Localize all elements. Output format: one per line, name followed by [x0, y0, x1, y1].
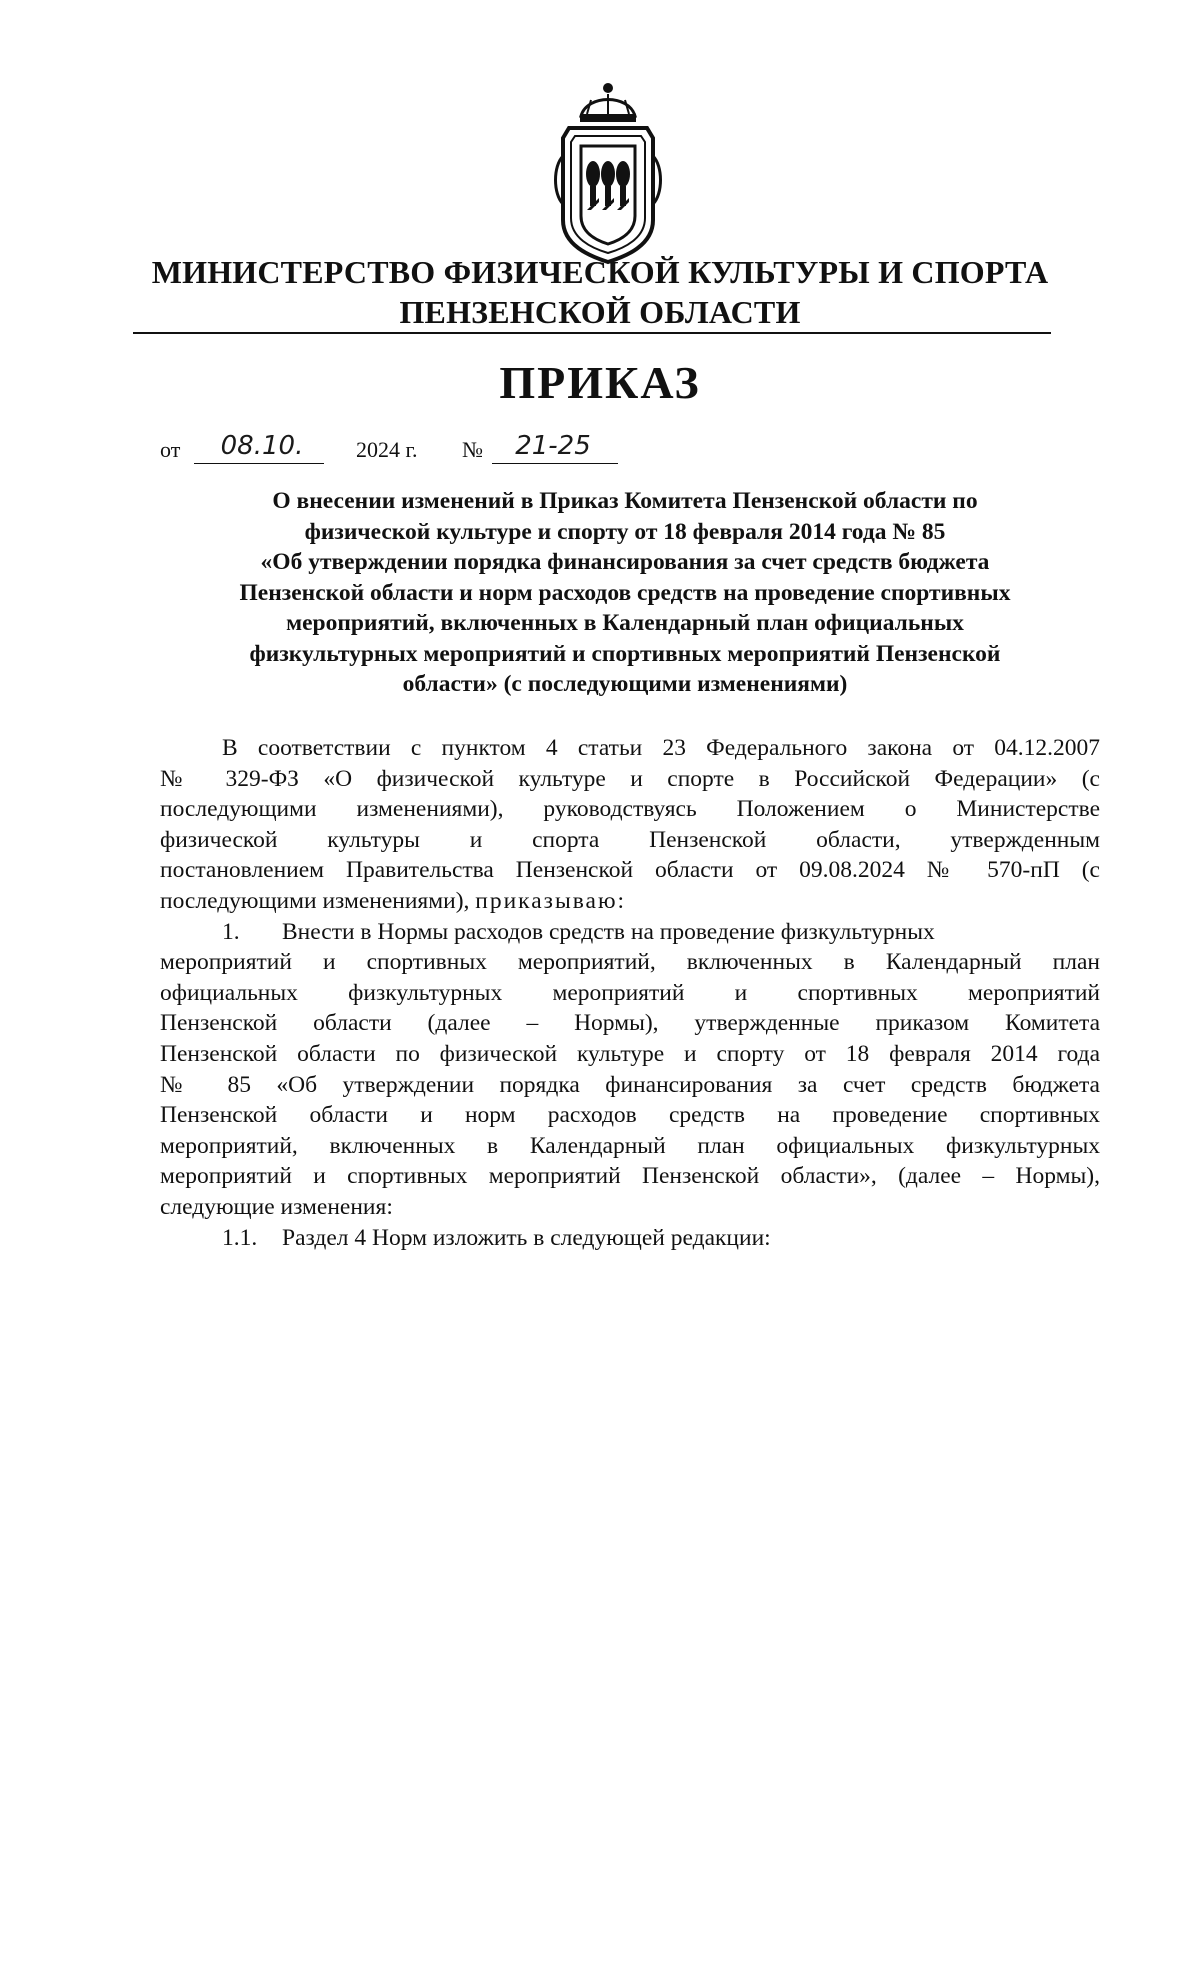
- preamble-line: последующими изменениями), руководствуясь Положением о Министерстве: [160, 796, 1100, 823]
- item-1-number: 1.: [222, 918, 240, 945]
- handwritten-date: 08.10.: [220, 431, 304, 461]
- year-label: 2024 г.: [356, 437, 418, 462]
- header-divider: [133, 332, 1051, 334]
- number-underline: [492, 463, 618, 464]
- date-number-line: [160, 430, 860, 470]
- item-1-line: № 85 «Об утверждении порядка финансирования за счет средств бюджета: [160, 1071, 1100, 1098]
- item-1-first-text: Внести в Нормы расходов средств на проведение физкультурных: [282, 918, 935, 945]
- date-underline: [194, 463, 324, 464]
- preamble-last-text: последующими изменениями),: [160, 887, 470, 914]
- item-1-line: мероприятий, включенных в Календарный план официальных физкультурных: [160, 1132, 1100, 1159]
- preamble-line: В соответствии с пунктом 4 статьи 23 Федерального закона от 04.12.2007: [222, 735, 1100, 761]
- item-1-1-number: 1.1.: [222, 1224, 258, 1251]
- number-label: №: [462, 437, 483, 462]
- title-line: «Об утверждении порядка финансирования за счет средств бюджета: [260, 549, 990, 575]
- title-line: мероприятий, включенных в Календарный план официальных: [286, 610, 964, 636]
- penza-oblast-coat-of-arms-icon: [547, 70, 669, 270]
- title-line: физической культуре и спорту от 18 февраля 2014 года № 85: [304, 518, 946, 545]
- item-1-line: Пензенской области (далее – Нормы), утвержденные приказом Комитета: [160, 1010, 1100, 1037]
- ministry-line-1: МИНИСТЕРСТВО ФИЗИЧЕСКОЙ КУЛЬТУРЫ И СПОРТА: [151, 254, 1049, 290]
- preamble-line: № 329-ФЗ «О физической культуре и спорте в Российской Федерации» (с: [160, 765, 1100, 792]
- title-line: физкультурных мероприятий и спортивных мероприятий Пензенской: [249, 640, 1001, 667]
- preamble-last-line: [160, 886, 1100, 917]
- item-1-1-line: [160, 1223, 1100, 1254]
- document-type-heading: ПРИКАЗ: [499, 357, 701, 408]
- order-body: [160, 733, 1100, 1253]
- item-1-line: Пензенской области по физической культуре и спорту от 18 февраля 2014 года: [160, 1040, 1100, 1067]
- title-line: Пензенской области и норм расходов средств на проведение спортивных: [239, 579, 1011, 606]
- order-word: приказываю:: [475, 887, 627, 914]
- ministry-name: [100, 252, 1100, 332]
- item-1-line: мероприятий и спортивных мероприятий, включенных в Календарный план: [160, 949, 1100, 976]
- order-title: [175, 486, 1075, 700]
- title-line: О внесении изменений в Приказ Комитета Пензенской области по: [272, 488, 978, 514]
- item-1-first-line: [160, 917, 1100, 948]
- preamble-line: постановлением Правительства Пензенской области от 09.08.2024 № 570-пП (с: [160, 857, 1100, 884]
- title-line: области» (с последующими изменениями): [402, 671, 848, 697]
- ministry-line-2: ПЕНЗЕНСКОЙ ОБЛАСТИ: [399, 294, 801, 330]
- handwritten-number: 21-25: [515, 431, 591, 461]
- item-1-1-text: Раздел 4 Норм изложить в следующей редакции:: [282, 1224, 771, 1251]
- from-label: от: [160, 437, 181, 462]
- preamble-line: физической культуры и спорта Пензенской области, утвержденным: [160, 826, 1100, 853]
- item-1-line: официальных физкультурных мероприятий и спортивных мероприятий: [160, 979, 1100, 1006]
- item-1-last-line: следующие изменения:: [160, 1193, 393, 1220]
- item-1-line: Пензенской области и норм расходов средств на проведение спортивных: [160, 1102, 1100, 1129]
- item-1-line: мероприятий и спортивных мероприятий Пензенской области», (далее – Нормы),: [160, 1163, 1100, 1190]
